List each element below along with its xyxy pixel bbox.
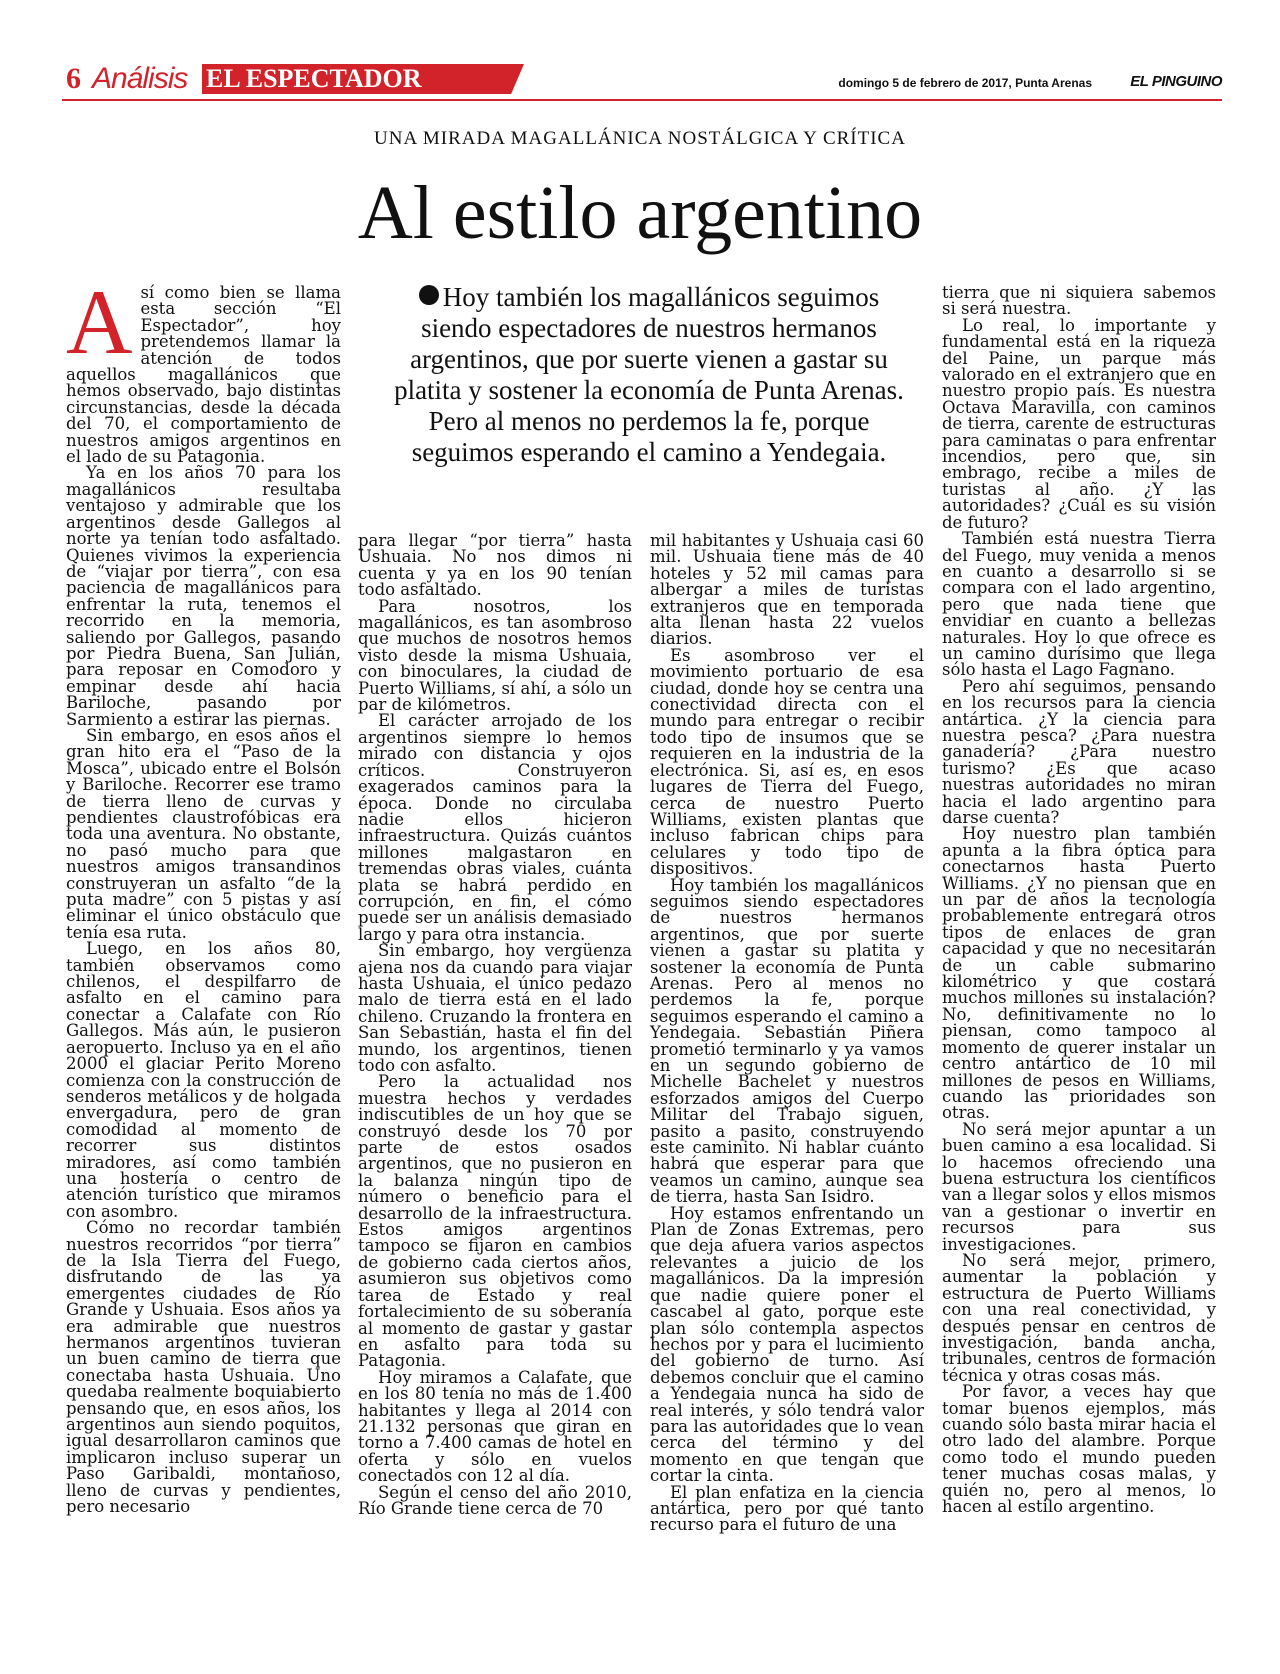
article-column-4	[942, 285, 1216, 1515]
paragraph: Hoy también los magallánicos seguimos siendo espectadores de nuestros hermanos argentinos, que por suerte vienen a gastar su platita y sostener la economía de Punta Arenas. Pero al menos no perdemos la fe, porque seguimos esperando el camino a Yendegaia. Sebastián Piñera prometió terminarlo y ya vamos en un segundo gobierno de Michelle Bachelet y nuestros esforzados amigos del Cuerpo Militar del Trabajo siguen, pasito a pasito, construyendo este caminito. Ni hablar cuánto habrá que esperar para que veamos un camino, aunque sea de tierra, hasta San Isidro.	[650, 875, 924, 1207]
paragraph: Cómo no recordar también nuestros recorridos “por tierra” de la Isla Tierra del Fuego, disfrutando de las ya emergentes ciudades de Río Grande y Ushuaia. Esos años ya era admirable que nuestros hermanos argentinos tuvieran un buen camino de tierra que conectaba hasta Ushuaia. Uno quedaba realmente boquiabierto pensando que, en esos años, los argentinos aun siendo poquitos, igual desarrollaron caminos que implicaron incluso superar un Paso Garibaldi, montañoso, lleno de curvas y pendientes, pero necesario	[66, 1218, 341, 1517]
paragraph: Por favor, a veces hay que tomar buenos ejemplos, más cuando sólo basta mirar hacia el otro lado del alambre. Porque como todo el mundo pueden tener muchas cosas malas, y quién no, pero al menos, lo hacen al estilo argentino.	[942, 1382, 1216, 1517]
article-column-3	[650, 533, 924, 1534]
paragraph-text: sí como bien se llama esta sección “El Espectador”, hoy pretendemos llamar la atención de todos aquellos magallánicos que hemos observado, bajo distintas circunstancias, desde la década del 70, el comportamiento de nuestros amigos argentinos en el lado de su Patagonia.	[66, 283, 341, 467]
pull-quote	[382, 282, 916, 468]
paragraph: Pero ahí seguimos, pensando en los recursos para la ciencia antártica. ¿Y la ciencia para nuestra pesca? ¿Para nuestra ganadería? ¿Para nuestro turismo? ¿Es que acaso nuestras autoridades no miran hacia el lado argentino para darse cuenta?	[942, 676, 1216, 827]
paragraph	[66, 271, 341, 467]
article-kicker: UNA MIRADA MAGALLÁNICA NOSTÁLGICA Y CRÍTICA	[374, 128, 906, 149]
paragraph: Luego, en los años 80, también observamos como chilenos, el despilfarro de asfalto en el camino para conectar a Calafate con Río Gallegos. Más aún, le pusieron aeropuerto. Incluso ya en el año 2000 el glaciar Perito Moreno comienza con la construcción de senderos metálicos y de holgada envergadura, pero de gran comodidad al momento de recorrer sus distintos miradores, así como también una hostería o centro de atención turístico que miramos con asombro.	[66, 939, 341, 1221]
paragraph: Ya en los años 70 para los magallánicos resultaba ventajoso y admirable que los argentinos desde Gallegos al norte ya tenían todo asfaltado. Quienes vivimos la experiencia de “viajar por tierra”, con esa paciencia de magallánicos para enfrentar la ruta, tenemos el recorrido en la memoria, saliendo por Gallegos, pasando por Piedra Buena, San Julián, para reposar en Comodoro y empinar desde ahí hacia Bariloche, pasando por Sarmiento a estirar las piernas.	[66, 463, 341, 729]
bullet-icon	[419, 285, 439, 305]
paragraph: El carácter arrojado de los argentinos siempre lo hemos mirado con distancia y ojos críticos. Construyeron exagerados caminos para la época. Donde no circulaba nadie ellos hicieron infraestructura. Quizás cuántos millones malgastaron en tremendas obras viales, cuánta plata se habrá perdido en corrupción, en fin, el cómo puede ser un análisis demasiado largo y para otra instancia.	[358, 711, 632, 944]
paragraph: Es asombroso ver el movimiento portuario de esa ciudad, donde hoy se centra una conectividad directa con el mundo para entregar o recibir todo tipo de insumos que se requieren en la industria de la electrónica. Si, así es, en esos lugares de Tierra del Fuego, cerca de nuestro Puerto Williams, existen plantas que incluso fabrican chips para celulares y todo tipo de dispositivos.	[650, 645, 924, 879]
paragraph: mil habitantes y Ushuaia casi 60 mil. Ushuaia tiene más de 40 hoteles y 52 mil camas para albergar a miles de turistas extranjeros que en temporada alta llenan hasta 22 vuelos diarios.	[650, 531, 924, 649]
paragraph: Lo real, lo importante y fundamental está en la riqueza del Paine, un parque más valorado en el extranjero que en nuestro propio país. Es nuestra Octava Maravilla, con caminos de tierra, carente de estructuras para caminatas o para enfrentar incendios, pero que, sin embrago, recibe a miles de turistas al año. ¿Y las autoridades? ¿Cuál es su visión de futuro?	[942, 315, 1216, 532]
paragraph: Sin embargo, en esos años el gran hito era el “Paso de la Mosca”, ubicado entre el Bolsón y Bariloche. Recorrer ese tramo de tierra lleno de curvas y pendientes claustrofóbicas era toda una aventura. No obstante, no pasó mucho para que nuestros amigos transandinos construyeran un asfalto “de la puta madre” con 5 pistas y así eliminar el único obstáculo que tenía esa ruta.	[66, 725, 341, 942]
article-column-2	[358, 533, 632, 1517]
paragraph: tierra que ni siquiera sabemos si será nuestra.	[942, 283, 1216, 319]
drop-cap: A	[66, 271, 133, 373]
paragraph: El plan enfatiza en la ciencia antártica, pero por qué tanto recurso para el futuro de una	[650, 1482, 924, 1535]
paragraph: Según el censo del año 2010, Río Grande tiene cerca de 70	[358, 1482, 632, 1518]
newspaper-name: EL PINGUINO	[1130, 73, 1222, 90]
paragraph: Hoy estamos enfrentando un Plan de Zonas Extremas, pero que deja afuera varios aspectos relevantes a juicio de los magallánicos. Da la impresión que nadie quiere poner el cascabel al gato, porque este plan sólo contempla aspectos hechos por y para el lucimiento del gobierno de turno. Así debemos concluir que el camino a Yendegaia nunca ha sido de real interés, y sólo tendrá valor para las autoridades que lo vean cerca del término y del momento en que tengan que cortar la cinta.	[650, 1203, 924, 1486]
header-rule	[62, 99, 1222, 101]
dateline: domingo 5 de febrero de 2017, Punta Arenas	[838, 76, 1092, 90]
paragraph: Hoy nuestro plan también apunta a la fibra óptica para conectarnos hasta Puerto Williams. ¿Y no piensan que en un par de años la tecnología probablemente entregará otros tipos de enlaces de gran capacidad y que no necesitarán de un cable submarino kilométrico y que costará muchos millones su instalación? No, definitivamente no lo piensan, como tampoco al momento de querer instalar un centro antártico de 10 mil millones de pesos en Williams, cuando las prioridades son otras.	[942, 824, 1216, 1123]
article-column-1	[66, 271, 341, 1517]
paragraph: Hoy miramos a Calafate, que en los 80 tenía no más de 1.400 habitantes y llega al 2014 con 21.132 personas que giran en torno a 7.400 camas de hotel en oferta y sólo en vuelos conectados con 12 al día.	[358, 1367, 632, 1486]
article-title: Al estilo argentino	[357, 171, 923, 255]
paragraph: para llegar “por tierra” hasta Ushuaia. No nos dimos ni cuenta y ya en los 90 tenían todo asfaltado.	[358, 531, 632, 600]
paragraph: Pero la actualidad nos muestra hechos y verdades indiscutibles de un hoy que se construyó desde los 70 por parte de estos osados argentinos, que no pusieron en la balanza ningún tipo de número o beneficio para el desarrollo de la infraestructura. Estos amigos argentinos tampoco se fijaron en cambios de gobierno cada ciertos años, asumieron sus objetivos como tarea de Estado y real fortalecimiento de su soberanía al momento de gastar y gastar en asfalto para toda su Patagonia.	[358, 1072, 632, 1371]
paragraph: Sin embargo, hoy vergüenza ajena nos da cuando para viajar hasta Ushuaia, el único pedazo malo de tierra está en el lado chileno. Cruzando la frontera en San Sebastián, hasta el fin del mundo, los argentinos, tienen todo con asfalto.	[358, 941, 632, 1075]
paragraph: No será mejor apuntar a un buen camino a esa localidad. Si lo hacemos ofreciendo una buena estructura los científicos van a llegar solos y ellos mismos van a gestionar o invertir en recursos para sus investigaciones.	[942, 1119, 1216, 1254]
column-name: EL ESPECTADOR	[206, 64, 422, 93]
paragraph: También está nuestra Tierra del Fuego, muy venida a menos en cuanto a desarrollo si se compara con el lado argentino, pero que nada tiene que envidiar en cuanto a bellezas naturales. Hoy lo que ofrece es un camino durísimo que llega sólo hasta el Lago Fagnano.	[942, 529, 1216, 680]
paragraph: No será mejor, primero, aumentar la población y estructura de Puerto Williams con una real conectividad, y después pensar en centros de investigación, banda ancha, tribunales, centros de formación técnica y otras cosas más.	[942, 1250, 1216, 1385]
section-label: Análisis	[92, 62, 188, 95]
pull-quote-text: Hoy también los magallánicos seguimos siendo espectadores de nuestros hermanos argentinos, que por suerte vienen a gastar su platita y sostener la economía de Punta Arenas. Pero al menos no perdemos la fe, porque seguimos esperando el camino a Yendegaia.	[394, 282, 904, 467]
page-number: 6	[66, 62, 81, 95]
paragraph: Para nosotros, los magallánicos, es tan asombroso que muchos de nosotros hemos visto desde la misma Ushuaia, con binoculares, la ciudad de Puerto Williams, sí ahí, a sólo un par de kilómetros.	[358, 596, 632, 715]
page-header	[62, 62, 1222, 100]
